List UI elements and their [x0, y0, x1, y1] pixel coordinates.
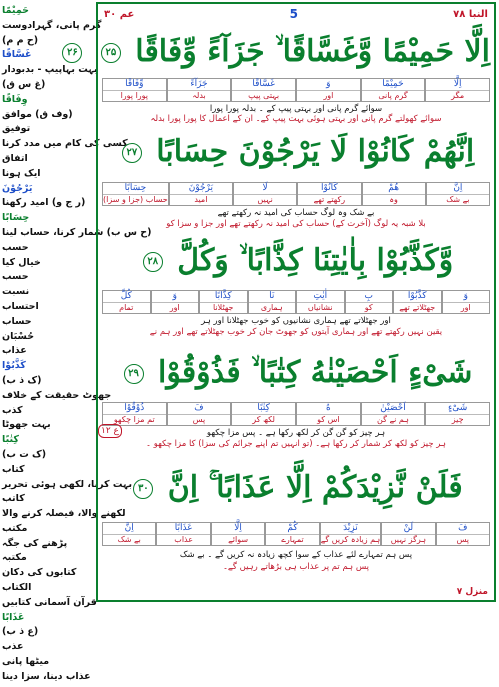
- word-cell: [296, 78, 361, 102]
- page-footer: [98, 584, 494, 600]
- glossary-text: لکھنے والا، فیصلہ کرنے والا: [2, 508, 126, 520]
- urdu-meaning: گرم پانی: [362, 90, 425, 101]
- arabic-word: لَنْ: [403, 523, 414, 533]
- glossary-text: (ک ذ ب): [2, 374, 42, 386]
- glossary-entry: [2, 110, 95, 125]
- word-cell: [426, 182, 490, 206]
- verse-line-1: [67, 30, 490, 74]
- glossary-text: غَسَّاقًا: [2, 49, 32, 61]
- urdu-meaning: ہماری: [249, 302, 296, 313]
- glossary-text: (ک ت ب): [2, 448, 47, 460]
- glossary-text: جھوٹ حقیقت کے خلاف: [2, 389, 112, 401]
- verse-text: شَیْءٍ اَحْصَیْنٰهُ كِتٰبًا ۙ فَذُوْقُوْا: [158, 355, 473, 390]
- glossary-entry: [2, 568, 95, 583]
- arabic-word: اِنَّ: [453, 183, 463, 193]
- verse-number-marker: ۲۹: [124, 364, 144, 384]
- verse-text: وَّكَذَّبُوْا بِاٰيٰتِنَا كِذَّابًا ۙ وَكُلَّ: [177, 243, 454, 278]
- urdu-meaning: حساب (جزا و سزا): [103, 195, 168, 204]
- urdu-meaning: لکھ کر: [232, 414, 295, 425]
- glossary-entry: [2, 272, 95, 287]
- arabic-word: يَرْجُوْنَ: [188, 183, 214, 193]
- glossary-text: احتساب: [2, 300, 39, 312]
- word-cell: [211, 522, 265, 546]
- urdu-meaning: نہیں: [234, 194, 296, 205]
- urdu-meaning: تم مزا چکھو: [103, 414, 166, 425]
- arabic-word: اٰيٰتِ: [313, 291, 328, 301]
- word-grid-3: [102, 290, 490, 314]
- glossary-text: (ح س ب) شمار کرنا، حساب لینا: [2, 226, 152, 238]
- verse-number-marker: ۳۰: [133, 479, 153, 499]
- glossary-text: حِسَابًا: [2, 212, 30, 224]
- glossary-entry: [2, 508, 126, 524]
- urdu-meaning: بہتی پیپ: [232, 90, 295, 101]
- word-cell: [425, 402, 490, 426]
- word-cell: [102, 182, 169, 206]
- glossary-text: قرآن آسمانی کتابیں: [2, 596, 97, 608]
- arabic-word: بِ: [364, 291, 373, 301]
- glossary-text: (ع ذ ب): [2, 626, 39, 638]
- arabic-word: كُمْ: [287, 523, 298, 533]
- arabic-word: نَا: [269, 291, 275, 301]
- glossary-text: حُسْبَان: [2, 330, 35, 342]
- arabic-word: اَحْصَیْنٰ: [380, 403, 406, 413]
- word-cell: [167, 402, 232, 426]
- word-cell: [381, 522, 435, 546]
- urdu-meaning: بے شک: [427, 194, 489, 205]
- word-grid-5: [102, 522, 490, 546]
- translation-literal: سوائے گرم پانی اور بہتی پیپ کے ۔ بدلہ پورا پورا: [209, 104, 383, 114]
- arabic-word: شَیْءٍ: [448, 403, 468, 413]
- glossary-text: (ح م م): [2, 34, 39, 46]
- urdu-meaning: اور: [297, 90, 360, 101]
- glossary-text: پڑھنے کی جگہ: [2, 537, 68, 549]
- urdu-meaning: پس: [437, 534, 489, 545]
- arabic-word: كَذَّبُوْا: [407, 291, 427, 301]
- glossary-entry: [2, 226, 152, 243]
- arabic-word: كِذَّابًا: [214, 291, 232, 301]
- verse-number-marker: ۲۶: [62, 43, 82, 63]
- glossary-entry: [2, 198, 95, 213]
- word-cell: [361, 78, 426, 102]
- juz-label: عم ۳۰: [104, 8, 135, 20]
- word-cell: [102, 402, 167, 426]
- glossary-entry: [2, 657, 95, 672]
- glossary-entry: [2, 389, 112, 406]
- arabic-word: فَ: [194, 403, 204, 413]
- manzil-label: منزل ۷: [456, 587, 488, 597]
- arabic-word: اِلَّا: [453, 79, 462, 89]
- verse-number-marker: ۲۵: [101, 43, 121, 63]
- arabic-word: كُلَّ: [120, 291, 132, 301]
- arabic-word: كَانُوْا: [321, 183, 338, 193]
- glossary-text: عذب: [2, 641, 24, 653]
- glossary-entry: [2, 243, 95, 258]
- glossary-text: الکتاب: [2, 582, 32, 594]
- glossary-text: بہت بہاپیپ - بدبودار: [2, 64, 98, 76]
- glossary-text: کاتب: [2, 493, 25, 505]
- glossary-entry: [2, 406, 95, 421]
- glossary-entry: [2, 184, 95, 199]
- word-cell: [362, 182, 426, 206]
- translation-idiomatic: سوائے کھولتے گرم پانی اور بہتی ہوئی بہت پیپ کے۔ ان کے اعمال کا پورا پورا بدلہ: [150, 114, 442, 124]
- word-cell: [169, 182, 233, 206]
- arabic-word: وَ: [172, 291, 177, 301]
- word-cell: [361, 402, 426, 426]
- urdu-meaning: وہ: [363, 194, 425, 205]
- glossary-entry: [2, 376, 95, 391]
- glossary-entry: [2, 169, 95, 184]
- glossary-text: عذاب دینا، سزا دینا: [2, 670, 91, 682]
- verse-text: اِنَّهُمْ كَانُوْا لَا يَرْجُوْنَ حِسَابًا: [156, 134, 475, 169]
- word-cell: [233, 182, 297, 206]
- word-cell: [151, 290, 200, 314]
- urdu-meaning: نشانیاں: [297, 302, 344, 313]
- urdu-meaning: جھٹلاتے تھے: [394, 302, 441, 313]
- word-cell: [425, 78, 490, 102]
- word-grid-1: [102, 78, 490, 102]
- word-cell: [102, 78, 167, 102]
- urdu-meaning: بے شک: [103, 534, 155, 545]
- word-cell: [296, 290, 345, 314]
- glossary-entry: [2, 672, 95, 687]
- translation-idiomatic: پس ہم تم پر عذاب ہی بڑھاتے رہیں گے۔: [222, 562, 370, 572]
- arabic-word: وَ: [463, 291, 468, 301]
- glossary-entry: [2, 287, 95, 302]
- urdu-meaning: اس کو: [297, 414, 360, 425]
- glossary-text: کتابوں کی دکان: [2, 567, 77, 579]
- arabic-word: اِلَّا: [234, 523, 242, 533]
- surah-label: النبا ۷۸: [453, 8, 488, 20]
- word-cell: [231, 78, 296, 102]
- word-cell: [102, 522, 156, 546]
- glossary-entry: [2, 6, 95, 21]
- glossary-text: میٹھا پانی: [2, 656, 50, 668]
- glossary-text: کتاب: [2, 463, 25, 475]
- glossary-entry: [2, 361, 95, 376]
- urdu-meaning: اور: [443, 302, 490, 313]
- glossary-text: حساب: [2, 315, 32, 327]
- word-grid-2: [102, 182, 490, 206]
- arabic-word: نَزِيْدَ: [343, 523, 358, 533]
- glossary-entry: [2, 258, 95, 273]
- word-cell: [296, 402, 361, 426]
- arabic-word: كِتٰبًا: [257, 403, 270, 413]
- glossary-entry: [2, 302, 95, 317]
- arabic-word: غَسَّاقًا: [252, 79, 275, 89]
- glossary-entry: [2, 494, 95, 509]
- glossary-entry: [2, 435, 95, 450]
- glossary-text: يَرْجُوْنَ: [2, 182, 33, 194]
- glossary-text: كِتٰبًا: [2, 434, 19, 446]
- glossary-entry: [2, 598, 95, 613]
- word-cell: [345, 290, 394, 314]
- glossary-entry: [2, 124, 95, 139]
- word-cell: [320, 522, 381, 546]
- translation-literal: اور جھٹلاتے تھے ہماری نشانیوں کو خوب جھٹلانا اور ہر: [201, 316, 391, 326]
- urdu-meaning: کو: [346, 302, 393, 313]
- word-cell: [156, 522, 210, 546]
- glossary-text: عَذَابًا: [2, 611, 25, 623]
- glossary-text: كَذَّبُوْا: [2, 360, 26, 372]
- urdu-meaning: پورا پورا: [103, 90, 166, 101]
- arabic-word: حَمِيْمًا: [382, 79, 404, 89]
- word-cell: [297, 182, 361, 206]
- word-cell: [167, 78, 232, 102]
- urdu-meaning: تمہارے: [266, 534, 318, 545]
- glossary-entry: [2, 627, 95, 642]
- verse-number-marker: ۲۸: [143, 252, 163, 272]
- glossary-entry: [2, 95, 95, 110]
- urdu-meaning: ہرگز نہیں: [382, 534, 434, 545]
- glossary-text: گرم پانی، گہرادوست: [2, 19, 102, 31]
- arabic-word: وِّفَاقًا: [125, 79, 144, 89]
- urdu-meaning: عذاب: [157, 534, 209, 545]
- glossary-text: مکتبہ: [2, 552, 27, 564]
- translation-idiomatic: ہر چیز کو لکھ کر شمار کر رکھا ہے۔ (تو انہیں تم اپنے جرائم کی سزا) کا مزا چکھو ۔: [146, 439, 446, 449]
- glossary-entry: [2, 613, 95, 628]
- urdu-meaning: تمام: [103, 302, 150, 313]
- glossary-entry: [2, 450, 95, 465]
- glossary-entry: [2, 317, 95, 332]
- verse-line-4: [102, 346, 490, 400]
- arabic-word: اِنَّ: [124, 523, 134, 533]
- translation-idiomatic: یقین نہیں رکھتے تھے اور ہماری آیتوں کو جھوٹ جان کر خوب جھٹلاتے تھے اور ہم نے: [149, 327, 443, 337]
- glossary-text: (ر ج و) امید رکھنا: [2, 197, 86, 209]
- glossary-text: بہت جھوٹا: [2, 419, 51, 431]
- glossary-text: حسب: [2, 271, 29, 283]
- urdu-meaning: سوائے: [212, 534, 264, 545]
- translation-literal: ہر چیز کو گن گن کر لکھ رکھا ہے ۔ پس مزا چکھو: [206, 428, 386, 438]
- glossary-text: خیال کیا: [2, 256, 41, 268]
- glossary-entry: [2, 539, 95, 554]
- translation-idiomatic: بلا شبہ یہ لوگ (آخرت کے) حساب کی امید نہ رکھتے تھے اور جزا و سزا کو: [166, 219, 426, 229]
- glossary-entry: [2, 138, 128, 154]
- glossary-text: کسی کی کام میں مدد کرنا: [2, 138, 128, 150]
- arabic-word: حِسَابًا: [124, 183, 147, 193]
- glossary-text: مکتب: [2, 522, 28, 534]
- glossary-text: حَمِیْمًا: [2, 5, 30, 16]
- translation-literal: پس ہم تمہارے لئے عذاب کے سوا کچھ زیادہ نہ کریں گے ۔ بے شک: [179, 550, 413, 560]
- glossary-text: نسبت: [2, 286, 30, 298]
- glossary-entry: [2, 465, 95, 480]
- glossary-text: توفیق: [2, 123, 31, 135]
- word-cell: [436, 522, 490, 546]
- arabic-word: هُمْ: [388, 183, 399, 193]
- arabic-word: هُ: [325, 403, 331, 413]
- glossary-entry: [2, 80, 95, 95]
- urdu-meaning: چیز: [426, 414, 489, 425]
- word-cell: [265, 522, 319, 546]
- urdu-meaning: ہم زیادہ کریں گے: [320, 535, 381, 544]
- ruku-marker: ع ۱۲: [98, 424, 122, 438]
- glossary-text: بہت کرنا، لکھی ہوئی تحریر: [2, 478, 133, 490]
- word-cell: [102, 290, 151, 314]
- word-grid-4: [102, 402, 490, 426]
- glossary-entry: [2, 332, 95, 347]
- arabic-word: ذُوْقُوْا: [124, 403, 145, 413]
- glossary-entry: [2, 642, 95, 657]
- glossary-text: کذب: [2, 404, 23, 416]
- verse-number-marker: ۲۷: [122, 143, 142, 163]
- urdu-meaning: جھٹلانا: [200, 302, 247, 313]
- verse-line-3: [102, 236, 490, 286]
- verse-text: اِلَّا حَمِيْمًا وَّغَسَّاقًا ۙ جَزَآءً وِّفَاقًا: [135, 34, 490, 69]
- glossary-text: حسب: [2, 241, 29, 253]
- word-cell: [393, 290, 442, 314]
- urdu-meaning: پس: [168, 414, 231, 425]
- arabic-word: فَ: [458, 523, 468, 533]
- glossary-text: وِفَاقًا: [2, 93, 28, 105]
- glossary-entry: [2, 346, 95, 361]
- translation-literal: بے شک وہ لوگ حساب کی امید نہ رکھتے تھے: [217, 208, 375, 218]
- glossary-entry: [2, 154, 95, 169]
- urdu-meaning: امید: [170, 194, 232, 205]
- arabic-word: لَا: [262, 183, 268, 193]
- page-header: [98, 4, 494, 24]
- word-cell: [199, 290, 248, 314]
- glossary-entry: [2, 213, 95, 228]
- urdu-meaning: رکھتے تھے: [298, 194, 360, 205]
- glossary-entry: [2, 583, 95, 598]
- verse-text: فَلَنْ نَّزِيْدَكُمْ اِلَّا عَذَابًا ۚ اِنَّ: [167, 470, 463, 505]
- arabic-word: جَزَآءً: [190, 79, 208, 89]
- word-cell: [248, 290, 297, 314]
- word-cell: [442, 290, 491, 314]
- page-number: 5: [289, 7, 298, 21]
- glossary-entry: [2, 478, 133, 495]
- urdu-meaning: مگر: [426, 90, 489, 101]
- glossary-entry: [2, 420, 95, 435]
- glossary-text: اتفاق: [2, 152, 28, 164]
- glossary-text: (وف ق) موافق: [2, 108, 73, 120]
- word-cell: [231, 402, 296, 426]
- glossary-text: (غ س ق): [2, 78, 46, 90]
- glossary-text: عذاب: [2, 345, 27, 357]
- verse-line-5: [102, 458, 490, 518]
- glossary-entry: [2, 524, 95, 539]
- urdu-meaning: بدلہ: [168, 90, 231, 101]
- urdu-meaning: اور: [152, 302, 199, 313]
- arabic-word: وَ: [326, 79, 331, 89]
- glossary-text: ایک ہونا: [2, 167, 41, 179]
- urdu-meaning: ہم نے گن: [362, 414, 425, 425]
- verse-line-2: [102, 128, 490, 176]
- glossary-entry: [2, 553, 95, 568]
- arabic-word: عَذَابًا: [174, 523, 193, 533]
